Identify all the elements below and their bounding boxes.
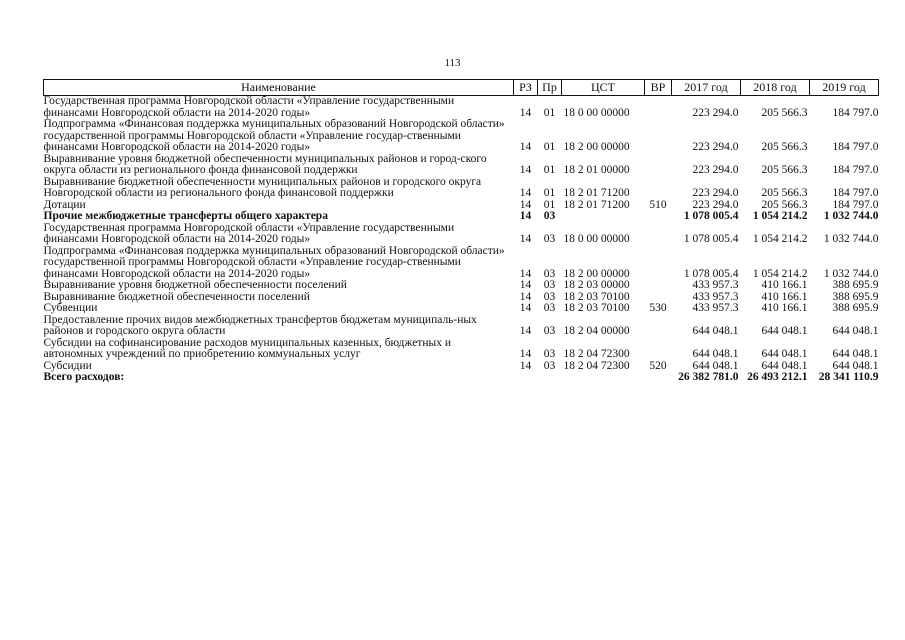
cell-cst: 18 2 01 00000 bbox=[563, 164, 630, 176]
cell-2017: 223 294.0 bbox=[692, 106, 739, 119]
cell-vr bbox=[645, 96, 672, 120]
total-2017: 26 382 781.0 bbox=[678, 371, 739, 383]
cell-name: Выравнивание бюджетной обеспеченности поселений bbox=[43, 290, 310, 303]
cell-name: Выравнивание уровня бюджетной обеспеченности муниципальных районов и город-ского округа области из регионального фонда финансовой поддержки bbox=[43, 152, 487, 176]
table-row bbox=[44, 154, 879, 177]
cell-name: Предоставление прочих видов межбюджетных трансфертов бюджетам муниципаль-ных районов и городского округа области bbox=[43, 313, 477, 337]
cell-cst: 18 2 04 00000 bbox=[563, 325, 630, 337]
cell-rz: 14 bbox=[519, 267, 532, 280]
table-row bbox=[44, 211, 879, 223]
table-row bbox=[44, 292, 879, 304]
column-header-vr: ВР bbox=[645, 80, 672, 96]
cell-2019: 388 695.9 bbox=[832, 279, 879, 291]
cell-2018: 644 048.1 bbox=[761, 325, 808, 337]
cell-rz: 14 bbox=[519, 233, 532, 245]
cell-2017: 433 957.3 bbox=[692, 279, 739, 291]
cell-2019: 1 032 744.0 bbox=[823, 267, 879, 280]
cell-2019: 184 797.0 bbox=[832, 187, 879, 199]
cell-cst: 18 0 00 00000 bbox=[563, 106, 630, 119]
cell-name: Субвенции bbox=[43, 302, 98, 314]
cell-2018: 205 566.3 bbox=[761, 164, 808, 176]
table-row bbox=[44, 315, 879, 338]
column-header-pr: Пр bbox=[538, 80, 562, 96]
cell-vr: 530 bbox=[649, 302, 667, 314]
cell-rz: 14 bbox=[519, 141, 532, 153]
cell-rz: 14 bbox=[519, 106, 532, 119]
cell-vr bbox=[645, 177, 672, 200]
column-header-cst: ЦСТ bbox=[562, 80, 645, 96]
cell-2018: 410 166.1 bbox=[761, 290, 808, 303]
cell-2017: 223 294.0 bbox=[692, 187, 739, 199]
table-row bbox=[44, 303, 879, 315]
cell-cst: 18 0 00 00000 bbox=[563, 233, 630, 245]
cell-cst: 18 2 00 00000 bbox=[563, 267, 630, 280]
cell-pr: 03 bbox=[543, 290, 556, 303]
cell-rz: 14 bbox=[519, 210, 532, 222]
total-label: Всего расходов: bbox=[43, 371, 125, 383]
cell-name: Государственная программа Новгородской области «Управление государственными финансами Новгородской области на 2014-2020 годы» bbox=[43, 95, 455, 119]
cell-rz: 14 bbox=[519, 198, 532, 211]
cell-2017: 1 078 005.4 bbox=[683, 267, 739, 280]
table-row bbox=[44, 280, 879, 292]
cell-pr: 01 bbox=[543, 106, 556, 119]
table-row bbox=[44, 177, 879, 200]
table-row bbox=[44, 223, 879, 246]
cell-2018: 205 566.3 bbox=[761, 198, 808, 211]
cell-name: Выравнивание бюджетной обеспеченности муниципальных районов и городского округа Новгородской области из регионального фонда финансовой поддержки bbox=[43, 175, 482, 199]
cell-pr: 01 bbox=[543, 187, 556, 199]
column-header-name: Наименование bbox=[44, 80, 514, 96]
table-row bbox=[44, 119, 879, 154]
cell-vr bbox=[645, 246, 672, 281]
cell-vr bbox=[645, 223, 672, 246]
cell-cst: 18 2 03 70100 bbox=[563, 302, 630, 314]
column-header-2019: 2019 год bbox=[810, 80, 879, 96]
cell-pr: 01 bbox=[543, 164, 556, 176]
cell-pr: 03 bbox=[543, 348, 556, 360]
cell-pr: 03 bbox=[543, 267, 556, 280]
cell-2019: 644 048.1 bbox=[832, 325, 879, 337]
cell-2017: 433 957.3 bbox=[692, 302, 739, 314]
cell-name: Выравнивание уровня бюджетной обеспеченности поселений bbox=[43, 279, 347, 291]
cell-rz: 14 bbox=[519, 164, 532, 176]
cell-cst: 18 2 01 71200 bbox=[563, 198, 630, 211]
cell-cst: 18 2 01 71200 bbox=[563, 187, 630, 199]
cell-name: Подпрограмма «Финансовая поддержка муниципальных образований Новгородской области» государственной программы Новгородской области «Управление государ-ственными финансами Новгородской области на 2014-2020 годы» bbox=[43, 244, 505, 280]
cell-2017: 433 957.3 bbox=[692, 290, 739, 303]
total-row bbox=[44, 372, 879, 384]
table-row bbox=[44, 338, 879, 361]
total-2019: 28 341 110.9 bbox=[818, 371, 879, 383]
cell-cst: 18 2 04 72300 bbox=[563, 348, 630, 360]
cell-2018: 205 566.3 bbox=[761, 106, 808, 119]
total-2018: 26 493 212.1 bbox=[747, 371, 808, 383]
cell-2017: 223 294.0 bbox=[692, 164, 739, 176]
cell-2019: 388 695.9 bbox=[832, 302, 879, 314]
cell-rz: 14 bbox=[519, 325, 532, 337]
cell-2017: 1 078 005.4 bbox=[683, 210, 739, 222]
cell-vr bbox=[645, 338, 672, 361]
cell-2017: 644 048.1 bbox=[692, 348, 739, 360]
cell-pr: 03 bbox=[543, 359, 556, 372]
cell-rz: 14 bbox=[519, 359, 532, 372]
cell-cst: 18 2 00 00000 bbox=[563, 141, 630, 153]
cell-2019: 184 797.0 bbox=[832, 141, 879, 153]
cell-name: Субсидии на софинансирование расходов муниципальных казенных, бюджетных и автономных учреждений по приобретению коммунальных услуг bbox=[43, 336, 451, 360]
cell-cst: 18 2 04 72300 bbox=[563, 359, 630, 372]
cell-rz: 14 bbox=[519, 187, 532, 199]
cell-pr: 03 bbox=[543, 325, 556, 337]
cell-2019: 1 032 744.0 bbox=[823, 210, 879, 222]
cell-vr: 520 bbox=[649, 359, 667, 372]
cell-2018: 644 048.1 bbox=[761, 348, 808, 360]
column-header-rz: РЗ bbox=[514, 80, 538, 96]
cell-cst bbox=[562, 211, 645, 223]
cell-rz: 14 bbox=[519, 302, 532, 314]
cell-2018: 1 054 214.2 bbox=[752, 233, 808, 245]
cell-2019: 184 797.0 bbox=[832, 198, 879, 211]
cell-vr bbox=[645, 211, 672, 223]
cell-name: Прочие межбюджетные трансферты общего характера bbox=[43, 210, 328, 222]
expenditure-table bbox=[43, 79, 879, 384]
cell-pr: 03 bbox=[543, 233, 556, 245]
column-header-2018: 2018 год bbox=[741, 80, 810, 96]
cell-2018: 205 566.3 bbox=[761, 187, 808, 199]
cell-vr bbox=[645, 280, 672, 292]
cell-2018: 1 054 214.2 bbox=[752, 210, 808, 222]
cell-2018: 1 054 214.2 bbox=[752, 267, 808, 280]
table-row bbox=[44, 96, 879, 120]
cell-2017: 644 048.1 bbox=[692, 359, 739, 372]
cell-2019: 644 048.1 bbox=[832, 348, 879, 360]
cell-pr: 03 bbox=[543, 302, 556, 314]
cell-2018: 410 166.1 bbox=[761, 279, 808, 291]
cell-2019: 1 032 744.0 bbox=[823, 233, 879, 245]
cell-2018: 644 048.1 bbox=[761, 359, 808, 372]
cell-2017: 1 078 005.4 bbox=[683, 233, 739, 245]
cell-pr: 03 bbox=[543, 210, 556, 222]
cell-cst: 18 2 03 70100 bbox=[563, 290, 630, 303]
cell-name: Подпрограмма «Финансовая поддержка муниципальных образований Новгородской области» государственной программы Новгородской области «Управление государ-ственными финансами Новгородской области на 2014-2020 годы» bbox=[43, 118, 505, 153]
cell-vr bbox=[645, 154, 672, 177]
cell-vr bbox=[645, 119, 672, 154]
cell-2019: 388 695.9 bbox=[832, 290, 879, 303]
cell-vr: 510 bbox=[649, 198, 667, 211]
cell-vr bbox=[645, 315, 672, 338]
cell-2018: 410 166.1 bbox=[761, 302, 808, 314]
cell-rz: 14 bbox=[519, 290, 532, 303]
cell-name: Государственная программа Новгородской области «Управление государственными финансами Новгородской области на 2014-2020 годы» bbox=[43, 221, 455, 245]
cell-pr: 03 bbox=[543, 279, 556, 291]
cell-2019: 644 048.1 bbox=[832, 359, 879, 372]
column-header-2017: 2017 год bbox=[672, 80, 741, 96]
cell-pr: 01 bbox=[543, 198, 556, 211]
cell-name: Субсидии bbox=[43, 359, 92, 372]
cell-cst: 18 2 03 00000 bbox=[563, 279, 630, 291]
cell-rz: 14 bbox=[519, 348, 532, 360]
table-row bbox=[44, 246, 879, 281]
cell-rz: 14 bbox=[519, 279, 532, 291]
cell-2018: 205 566.3 bbox=[761, 141, 808, 153]
table-header-row bbox=[44, 80, 879, 96]
page-number: 113 bbox=[444, 57, 461, 69]
cell-2019: 184 797.0 bbox=[832, 106, 879, 119]
cell-2017: 223 294.0 bbox=[692, 141, 739, 153]
cell-2017: 223 294.0 bbox=[692, 198, 739, 211]
cell-2017: 644 048.1 bbox=[692, 325, 739, 337]
cell-2019: 184 797.0 bbox=[832, 164, 879, 176]
cell-pr: 01 bbox=[543, 141, 556, 153]
cell-name: Дотации bbox=[43, 198, 86, 211]
